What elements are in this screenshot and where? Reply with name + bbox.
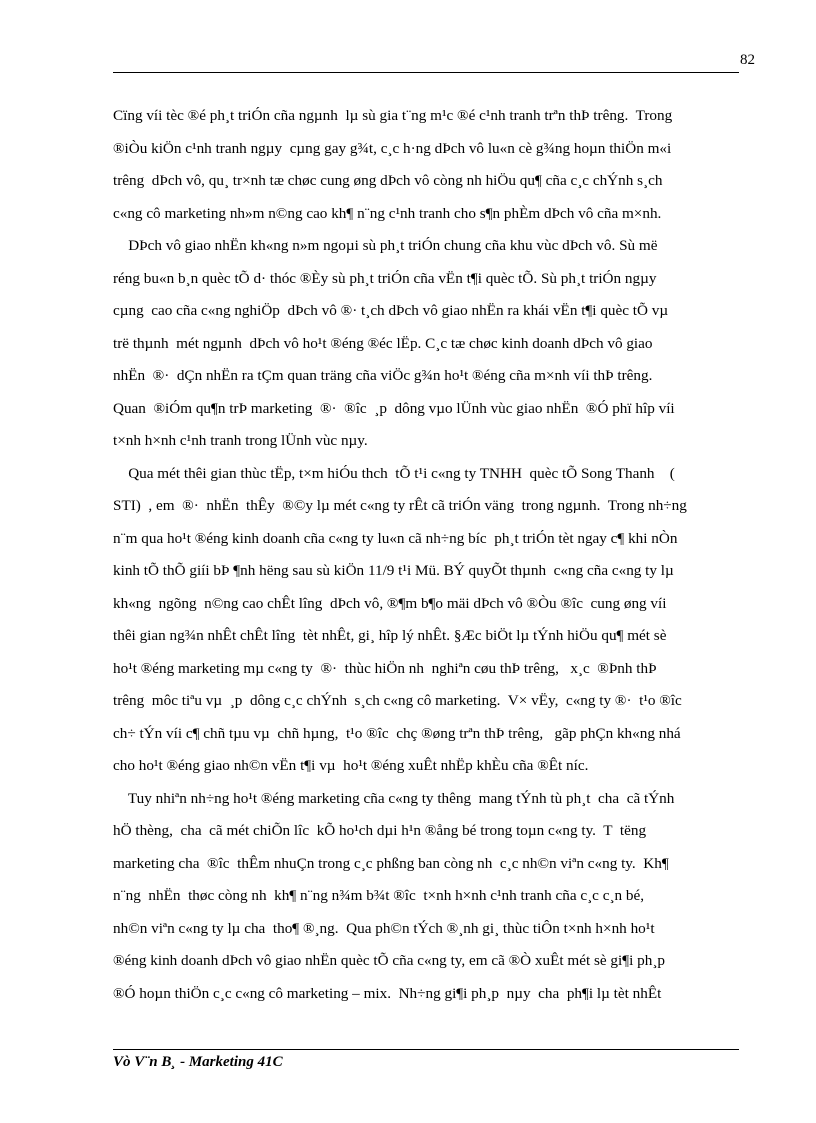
text-line: kinh tÕ thÕ giíi bÞ ¶nh hëng sau sù kiÖn 11/9 t¹i Mü. BÝ quyÕt thµnh c«ng cña c«ng ty lµ [113, 562, 674, 579]
text-line: nhËn ®· dÇn nhËn ra tÇm quan träng cña viÖc g¾n ho¹t ®éng cña m×nh víi thÞ trêng. [113, 367, 653, 384]
text-line: ch÷ tÝn víi c¶ chñ tµu vµ chñ hµng, t¹o ®îc chç ®øng trªn thÞ trêng, gãp phÇn kh«ng nhá [113, 724, 681, 742]
page-number: 82 [740, 52, 755, 68]
text-line: kh«ng ngõng n©ng cao chÊt lîng dÞch vô, ®¶m b¶o mäi dÞch vô ®Òu ®îc cung øng víi [113, 594, 667, 612]
text-line: hÖ thèng, cha cã mét chiÕn lîc kÕ ho¹ch dµi h¹n ®ång bé trong toµn c«ng ty. T tëng [113, 822, 647, 839]
text-line: t×nh h×nh c¹nh tranh trong lÜnh vùc nµy. [113, 432, 368, 449]
text-line: trêng môc tiªu vµ ¸p dông c¸c chÝnh s¸ch c«ng cô marketing. V× vËy, c«ng ty ®· t¹o ®îc [113, 692, 682, 709]
text-line: n¨m qua ho¹t ®éng kinh doanh cña c«ng ty lu«n cã nh÷ng bíc ph¸t triÓn tèt ngay c¶ khi nÒn [113, 529, 678, 547]
text-line: trë thµnh mét ngµnh dÞch vô ho¹t ®éng ®éc lËp. C¸c tæ chøc kinh doanh dÞch vô giao [113, 334, 653, 352]
text-line: Cïng víi tèc ®é ph¸t triÓn cña ngµnh lµ sù gia t¨ng m¹c ®é c¹nh tranh trªn thÞ trêng. Trong [113, 107, 673, 124]
footer-author: Vò V¨n B¸ - Marketing 41C [113, 1054, 283, 1070]
text-line: Tuy nhiªn nh÷ng ho¹t ®éng marketing cña c«ng ty thêng mang tÝnh tù ph¸t cha cã tÝnh [113, 789, 675, 807]
text-line: cµng cao cña c«ng nghiÖp dÞch vô ®· t¸ch dÞch vô giao nhËn ra khái vËn t¶i quèc tÕ vµ [113, 302, 669, 319]
header-rule [113, 72, 739, 73]
text-line: nh©n viªn c«ng ty lµ cha tho¶ ®¸ng. Qua ph©n tÝch ®¸nh gi¸ thùc tiÔn t×nh h×nh ho¹t [113, 919, 655, 937]
text-line: réng bu«n b¸n quèc tÕ d· thóc ®Èy sù ph¸t triÓn cña vËn t¶i quèc tÕ. Sù ph¸t triÓn ngµy [113, 269, 657, 287]
text-line: thêi gian ng¾n nhÊt chÊt lîng tèt nhÊt, gi¸ hîp lý nhÊt. §Æc biÖt lµ tÝnh hiÖu qu¶ mét sè [113, 627, 667, 644]
footer-rule [113, 1049, 739, 1050]
text-line: trêng dÞch vô, qu¸ tr×nh tæ chøc cung øng dÞch vô còng nh hiÖu qu¶ cña c¸c chÝnh s¸ch [113, 172, 663, 189]
text-line: Qua mét thêi gian thùc tËp, t×m hiÓu thch tÕ t¹i c«ng ty TNHH quèc tÕ Song Thanh ( [113, 464, 675, 482]
text-line: ho¹t ®éng marketing mµ c«ng ty ®· thùc hiÖn nh nghiªn cøu thÞ trêng, x¸c ®Þnh thÞ [113, 659, 657, 677]
text-line: marketing cha ®îc thÊm nhuÇn trong c¸c phßng ban còng nh c¸c nh©n viªn c«ng ty. Kh¶ [113, 854, 669, 872]
text-line: cho ho¹t ®éng giao nh©n vËn t¶i vµ ho¹t ®éng xuÊt nhËp khÈu cña ®Êt níc. [113, 757, 589, 774]
text-line: ®éng kinh doanh dÞch vô giao nhËn quèc tÕ cña c«ng ty, em cã ®Ò xuÊt mét sè gi¶i ph¸p [113, 952, 665, 969]
text-line: ®Ó hoµn thiÖn c¸c c«ng cô marketing – mix. Nh÷ng gi¶i ph¸p nµy cha ph¶i lµ tèt nhÊt [113, 984, 662, 1002]
body-text [113, 100, 763, 1010]
text-line: DÞch vô giao nhËn kh«ng n»m ngoµi sù ph¸t triÓn chung cña khu vùc dÞch vô. Sù më [113, 237, 658, 254]
text-line: ®iÒu kiÖn c¹nh tranh ngµy cµng gay g¾t, c¸c h·ng dÞch vô lu«n cè g¾ng hoµn thiÖn m«i [113, 139, 672, 157]
text-line: Quan ®iÓm qu¶n trÞ marketing ®· ®îc ¸p dông vµo lÜnh vùc giao nhËn ®Ó phï hîp víi [113, 399, 675, 417]
text-line: c«ng cô marketing nh»m n©ng cao kh¶ n¨ng c¹nh tranh cho s¶n phÈm dÞch vô cña m×nh. [113, 204, 662, 222]
text-line: STI) , em ®· nhËn thÊy ®©y lµ mét c«ng ty rÊt cã triÓn väng trong ngµnh. Trong nh÷ng [113, 497, 687, 514]
text-line: n¨ng nhËn thøc còng nh kh¶ n¨ng n¾m b¾t ®îc t×nh h×nh c¹nh tranh cña c¸c c¸n bé, [113, 887, 645, 904]
